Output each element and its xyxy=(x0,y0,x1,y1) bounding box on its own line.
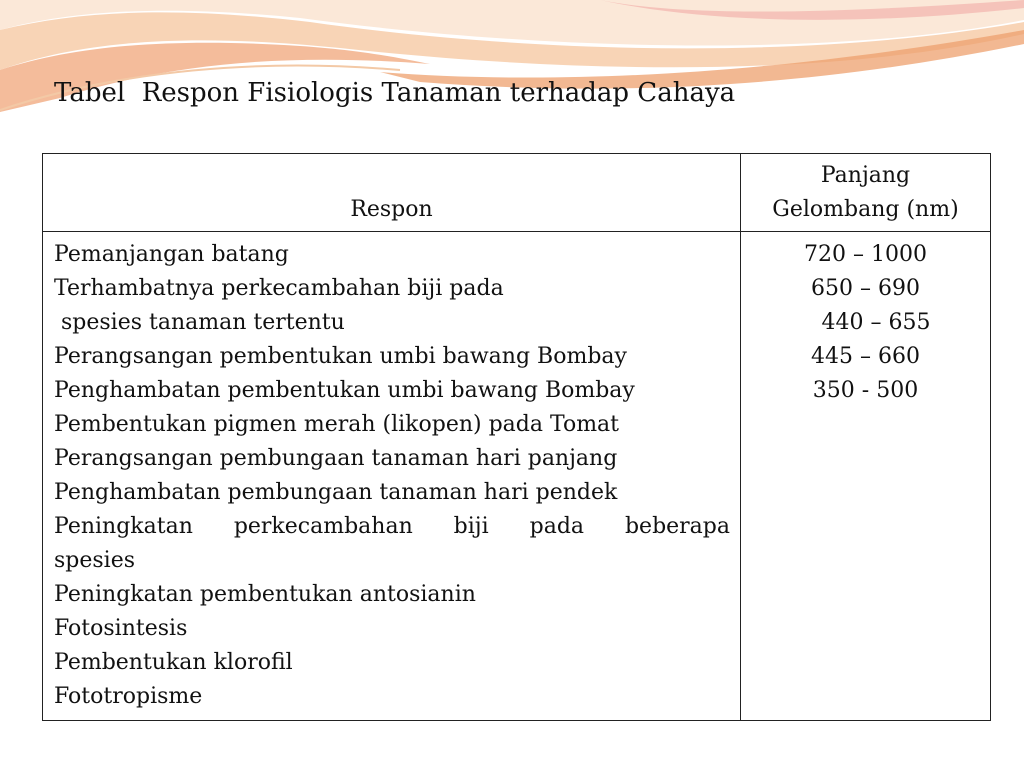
respon-line: Pemanjangan batang xyxy=(54,242,289,267)
respon-line: Perangsangan pembungaan tanaman hari panjang xyxy=(54,446,618,471)
respon-line: Penghambatan pembentukan umbi bawang Bombay xyxy=(54,378,635,403)
respon-line-justified: Peningkatan perkecambahan biji pada beberapa xyxy=(54,514,730,539)
column-header-respon: Respon xyxy=(43,154,741,232)
respon-line: Pembentukan klorofil xyxy=(54,650,293,675)
table-header-row xyxy=(43,154,991,232)
table-row xyxy=(43,232,991,721)
response-table xyxy=(42,153,991,721)
wavelength-value: 350 - 500 xyxy=(812,378,919,403)
header-panjang-line2: Gelombang (nm) xyxy=(772,196,959,222)
respon-line: Pembentukan pigmen merah (likopen) pada Tomat xyxy=(54,412,620,437)
respon-line: Peningkatan pembentukan antosianin xyxy=(54,582,476,607)
wavelength-cell xyxy=(741,232,991,721)
wavelength-value: 720 – 1000 xyxy=(804,242,927,267)
decorative-header-waves xyxy=(0,0,1024,130)
respon-line: Fototropisme xyxy=(54,684,203,709)
header-panjang-line1: Panjang xyxy=(820,162,911,188)
respon-line: Penghambatan pembungaan tanaman hari pendek xyxy=(54,480,618,505)
respon-line: spesies tanaman tertentu xyxy=(54,310,345,335)
page-title: Tabel Respon Fisiologis Tanaman terhadap Cahaya xyxy=(54,78,736,108)
respon-line: Fotosintesis xyxy=(54,616,188,641)
column-header-panjang-gelombang xyxy=(741,154,991,232)
wavelength-value: 440 – 655 xyxy=(800,310,931,335)
respon-line: Perangsangan pembentukan umbi bawang Bombay xyxy=(54,344,627,369)
respon-line: Terhambatnya perkecambahan biji pada xyxy=(54,276,504,301)
respon-line: spesies xyxy=(54,548,136,573)
wavelength-value: 445 – 660 xyxy=(811,344,920,369)
wavelength-value: 650 – 690 xyxy=(811,276,920,301)
respon-cell xyxy=(43,232,741,721)
